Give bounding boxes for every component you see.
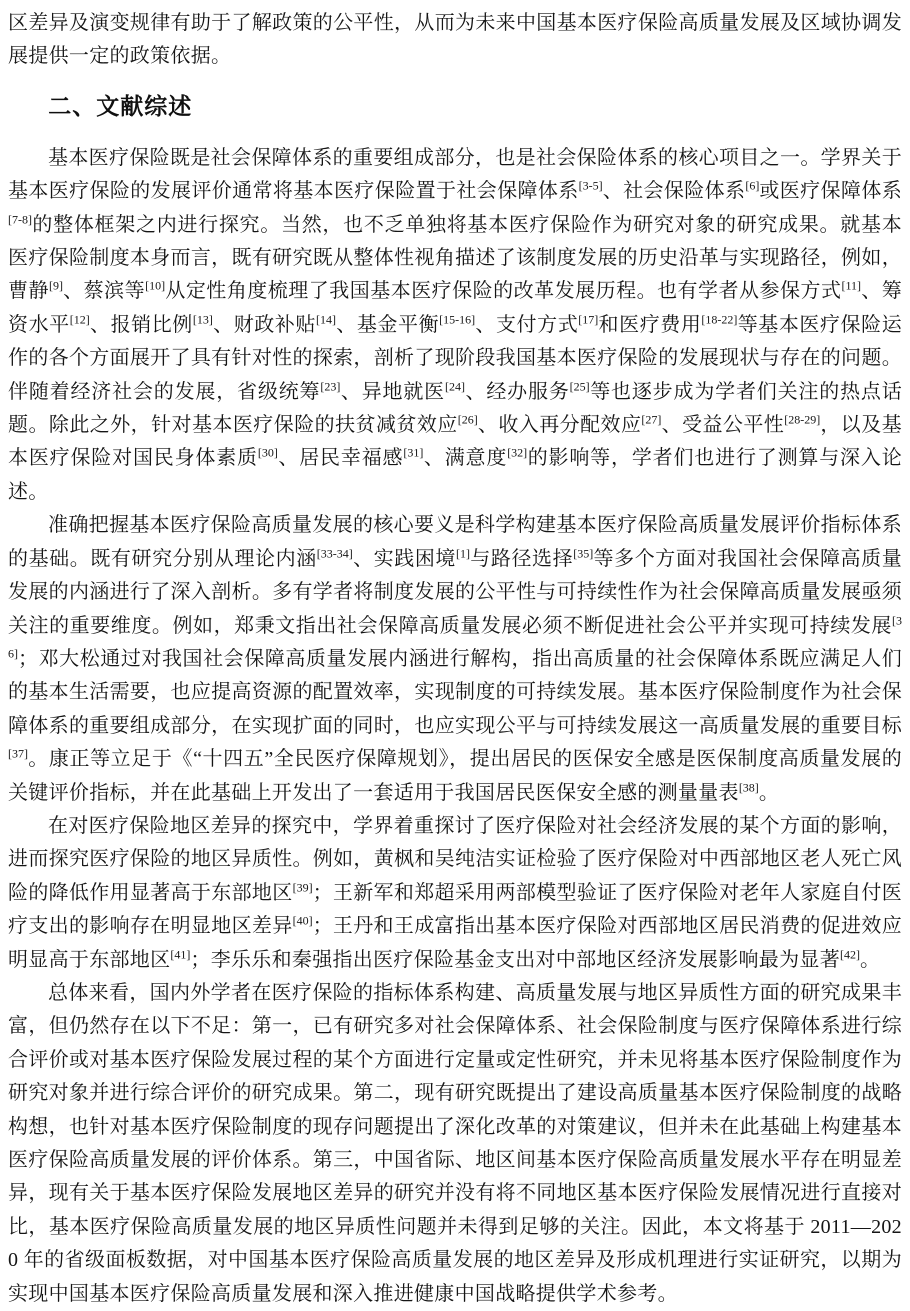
citation-ref: [1] [456,546,471,561]
citation-ref: [39] [292,880,313,895]
paragraph-3: 在对医疗保险地区差异的探究中，学界着重探讨了医疗保险对社会经济发展的某个方面的影响，进而探究医疗保险的地区异质性。例如，黄枫和吴纯洁实证检验了医疗保险对中西部地区老人死亡风险的降低作用显著高于东部地区[39]；王新军和郑超采用两部模型验证了医疗保险对老年人家庭自付医疗支出的影响存在明显地区差异[40]；王丹和王成富指出基本医疗保险对西部地区居民消费的促进效应明显高于东部地区[41]；李乐乐和秦强指出医疗保险基金支出对中部地区经济发展影响最为显著[42]。 [8,814,903,971]
document-body [8,7,902,1311]
citation-ref: [31] [403,445,424,460]
paragraph-continuation: 区差异及演变规律有助于了解政策的公平性，从而为未来中国基本医疗保险高质量发展及区域协调发展提供一定的政策依据。 [8,12,902,68]
citation-ref: [15-16] [439,312,476,327]
citation-ref: [38] [738,779,759,794]
paragraph-2: 准确把握基本医疗保险高质量发展的核心要义是科学构建基本医疗保险高质量发展评价指标体系的基础。既有研究分别从理论内涵[33-34]、实践困境[1]与路径选择[35]等多个方面对我国社会保障高质量发展的内涵进行了深入剖析。多有学者将制度发展的公平性与可持续性作为社会保障高质量发展亟须关注的重要维度。例如，郑秉文指出社会保障高质量发展必须不断促进社会公平并实现可持续发展[36]；邓大松通过对我国社会保障高质量发展内涵进行解构，指出高质量的社会保障体系既应满足人们的基本生活需要，也应提高资源的配置效率，实现制度的可持续发展。基本医疗保险制度作为社会保障体系的重要组成部分，在实现扩面的同时，也应实现公平与可持续发展这一高质量发展的重要目标[37]。康正等立足于《“十四五”全民医疗保障规划》，提出居民的医保安全感是医保制度高质量发展的关键评价指标，并在此基础上开发出了一套适用于我国居民医保安全感的测量量表[38]。 [8,514,903,804]
citation-ref: [35] [573,546,594,561]
citation-ref: [13] [192,312,213,327]
citation-ref: [40] [292,913,313,928]
citation-ref: [12] [69,312,90,327]
citation-ref: [36] [8,612,902,661]
citation-ref: [18-22] [701,312,738,327]
citation-ref: [25] [569,379,590,393]
citation-ref: [30] [257,445,278,460]
citation-ref: [10] [145,278,166,293]
citation-ref: [41] [170,946,191,961]
citation-ref: [9] [48,278,63,293]
citation-ref: [14] [316,312,336,327]
citation-ref: [33-34] [316,546,353,561]
paragraph-1: 基本医疗保险既是社会保障体系的重要组成部分，也是社会保险体系的核心项目之一。学界关于基本医疗保险的发展评价通常将基本医疗保险置于社会保障体系[3-5]、社会保险体系[6]或医疗保障体系[7-8]的整体框架之内进行探究。当然，也不乏单独将基本医疗保险作为研究对象的研究成果。就基本医疗保险制度本身而言，既有研究既从整体性视角描述了该制度发展的历史沿革与实现路径，例如，曹静[9]、蔡滨等[10]从定性角度梳理了我国基本医疗保险的改革发展历程。也有学者从参保方式[11]、筹资水平[12]、报销比例[13]、财政补贴[14]、基金平衡[15-16]、支付方式[17]和医疗费用[18-22]等基本医疗保险运作的各个方面展开了具有针对性的探索，剖析了现阶段我国基本医疗保险的发展现状与存在的问题。伴随着经济社会的发展，省级统筹[23]、异地就医[24]、经办服务[25]等也逐步成为学者们关注的热点话题。除此之外，针对基本医疗保险的扶贫减贫效应[26]、收入再分配效应[27]、受益公平性[28-29]，以及基本医疗保险对国民身体素质[30]、居民幸福感[31]、满意度[32]的影响等，学者们也进行了测算与深入论述。 [8,146,903,503]
citation-ref: [17] [578,312,599,327]
section-heading-literature-review: 二、文献综述 [48,92,193,119]
citation-ref: [6] [745,178,760,193]
citation-ref: [3-5] [578,178,603,193]
citation-ref: [28-29] [784,412,821,427]
paragraph-4: 总体来看，国内外学者在医疗保险的指标体系构建、高质量发展与地区异质性方面的研究成果丰富，但仍然存在以下不足：第一，已有研究多对社会保障体系、社会保险制度与医疗保障体系进行综合评价或对基本医疗保险发展过程的某个方面进行定量或定性研究，并未见将基本医疗保险制度作为研究对象并进行综合评价的研究成果。第二，现有研究既提出了建设高质量基本医疗保险制度的战略构想，也针对基本医疗保险制度的现存问题提出了深化改革的对策建议，但并未在此基础上构建基本医疗保险高质量发展的评价体系。第三，中国省际、地区间基本医疗保险高质量发展水平存在明显差异，现有关于基本医疗保险发展地区差异的研究并没有将不同地区基本医疗保险发展情况进行直接对比，基本医疗保险高质量发展的地区异质性问题并未得到足够的关注。因此，本文将基于 2011—2020 年的省级面板数据，对中国基本医疗保险高质量发展的地区差异及形成机理进行实证研究，以期为实现中国基本医疗保险高质量发展和深入推进健康中国战略提供学术参考。 [8,981,902,1305]
citation-ref: [26] [457,412,478,427]
citation-ref: [7-8] [8,211,32,226]
citation-ref: [11] [841,278,862,293]
citation-ref: [24] [445,379,466,393]
citation-ref: [32] [507,445,528,460]
citation-ref: [27] [641,412,662,427]
citation-ref: [42] [840,946,861,961]
citation-ref: [37] [8,746,28,761]
citation-ref: [23] [320,379,341,393]
